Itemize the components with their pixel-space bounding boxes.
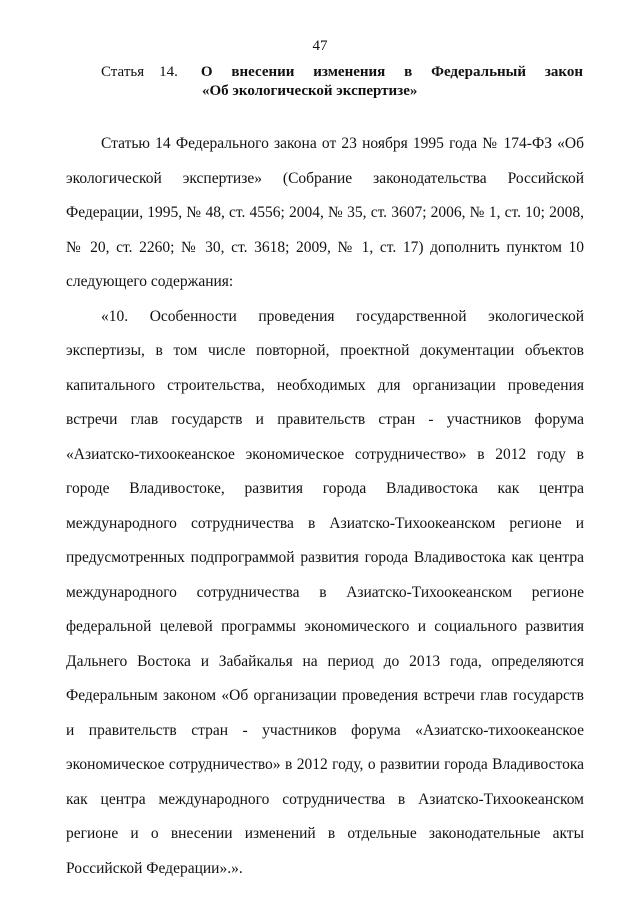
body-paragraph: Статью 14 Федерального закона от 23 ноября 1995 года № 174-ФЗ «Об экологической экспертизе» (Собрание законодательства Российской Федерации, 1995, № 48, ст. 4556; 2004, № 35, ст. 3607; 2006, № 1, ст. 10; 2008, № 20, ст. 2260; № 30, ст. 3618; 2009, № 1, ст. 17) дополнить пунктом 10 следующего содержания:: [66, 135, 584, 290]
article-title-line-2: «Об экологической экспертизе»: [202, 83, 418, 99]
article-heading: [101, 63, 583, 101]
article-title-word: изменения: [313, 64, 386, 80]
article-title-word: внесении: [231, 64, 295, 80]
body-paragraph: «10. Особенности проведения государственной экологической экспертизы, в том числе повторной, проектной документации объектов капитального строительства, необходимых для организации проведения встречи глав государств и правительств стран - участников форума «Азиатско-тихоокеанское экономическое сотрудничество» в 2012 году в городе Владивостоке, развития города Владивостока как центра международного сотрудничества в Азиатско-Тихоокеанском регионе и предусмотренных подпрограммой развития города Владивостока как центра международного сотрудничества в Азиатско-Тихоокеанском регионе федеральной целевой программы экономического и социального развития Дальнего Востока и Забайкалья на период до 2013 года, определяются Федеральным законом «Об организации проведения встречи глав государств и правительств стран - участников форума «Азиатско-тихоокеанское экономическое сотрудничество» в 2012 году, о развитии города Владивостока как центра международного сотрудничества в Азиатско-Тихоокеанском регионе и о внесении изменений в отдельные законодательные акты Российской Федерации».».: [66, 307, 584, 877]
article-heading-line-1: [101, 63, 583, 82]
article-label-word: Статья: [101, 64, 145, 80]
article-title-word: О: [200, 64, 213, 80]
article-title-line-1: [201, 63, 583, 82]
page-number: 47: [312, 38, 328, 54]
article-title-word: в: [404, 64, 413, 80]
article-title-word: Федеральный: [431, 64, 527, 80]
article-label: [101, 63, 178, 82]
article-number: 14.: [159, 64, 178, 80]
article-title-word: закон: [544, 64, 583, 80]
document-body: [66, 127, 584, 886]
